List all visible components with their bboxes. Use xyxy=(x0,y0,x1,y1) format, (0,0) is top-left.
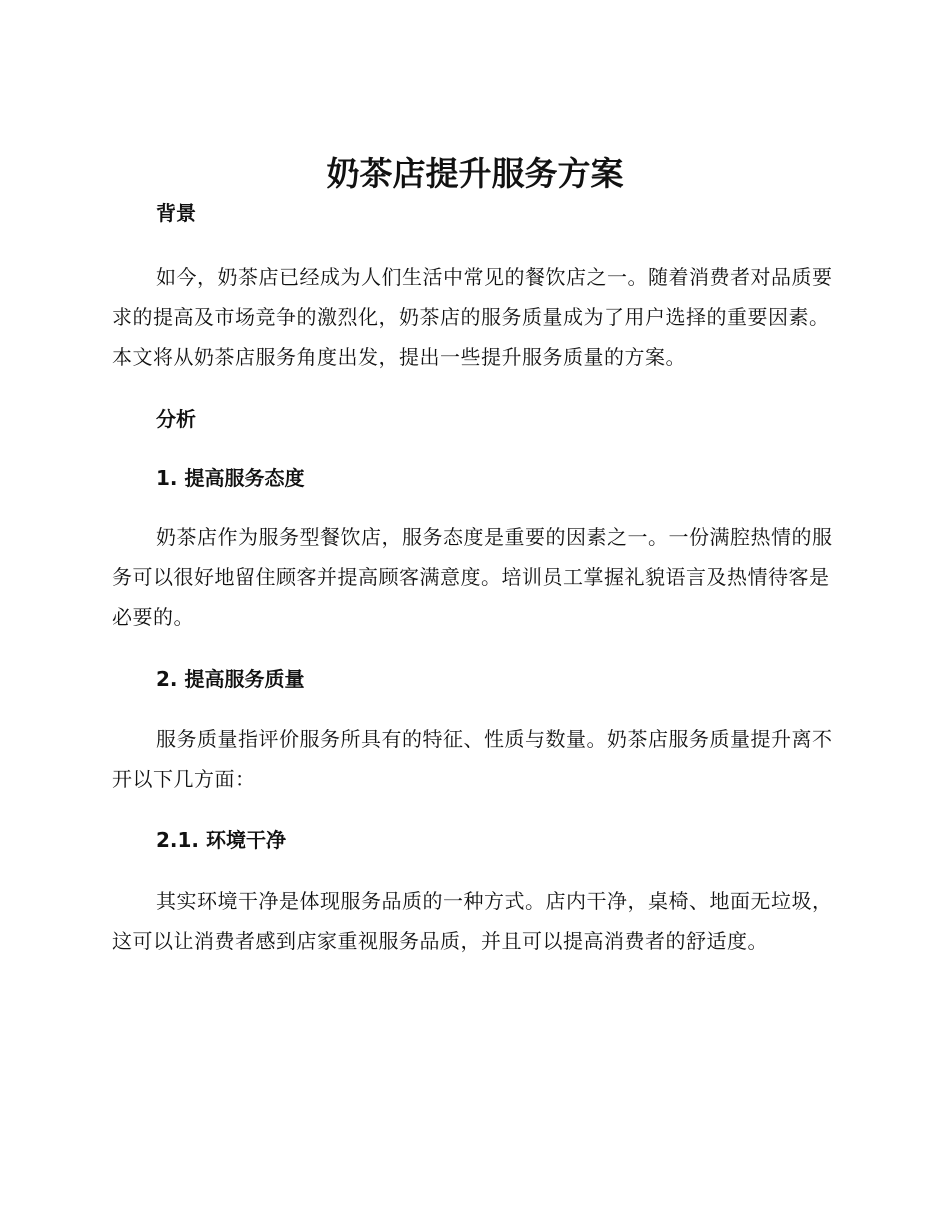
document-title: 奶茶店提升服务方案 xyxy=(326,154,624,193)
section-heading-clean-environment: 2.1. 环境干净 xyxy=(156,828,286,852)
section-heading-analysis: 分析 xyxy=(156,407,196,431)
section-heading-service-quality: 2. 提高服务质量 xyxy=(156,667,305,691)
section-paragraph-service-attitude: 奶茶店作为服务型餐饮店，服务态度是重要的因素之一。一份满腔热情的服务可以很好地留住顾客并提高顾客满意度。培训员工掌握礼貌语言及热情待客是必要的。 xyxy=(112,525,833,629)
section-heading-background: 背景 xyxy=(156,201,196,225)
section-heading-service-attitude: 1. 提高服务态度 xyxy=(156,466,305,490)
section-paragraph-clean-environment: 其实环境干净是体现服务品质的一种方式。店内干净，桌椅、地面无垃圾，这可以让消费者感到店家重视服务品质，并且可以提高消费者的舒适度。 xyxy=(112,889,833,953)
section-paragraph-background: 如今，奶茶店已经成为人们生活中常见的餐饮店之一。随着消费者对品质要求的提高及市场竞争的激烈化，奶茶店的服务质量成为了用户选择的重要因素。本文将从奶茶店服务角度出发，提出一些提升服务质量的方案。 xyxy=(112,265,833,369)
section-paragraph-service-quality: 服务质量指评价服务所具有的特征、性质与数量。奶茶店服务质量提升离不开以下几方面： xyxy=(112,727,833,791)
